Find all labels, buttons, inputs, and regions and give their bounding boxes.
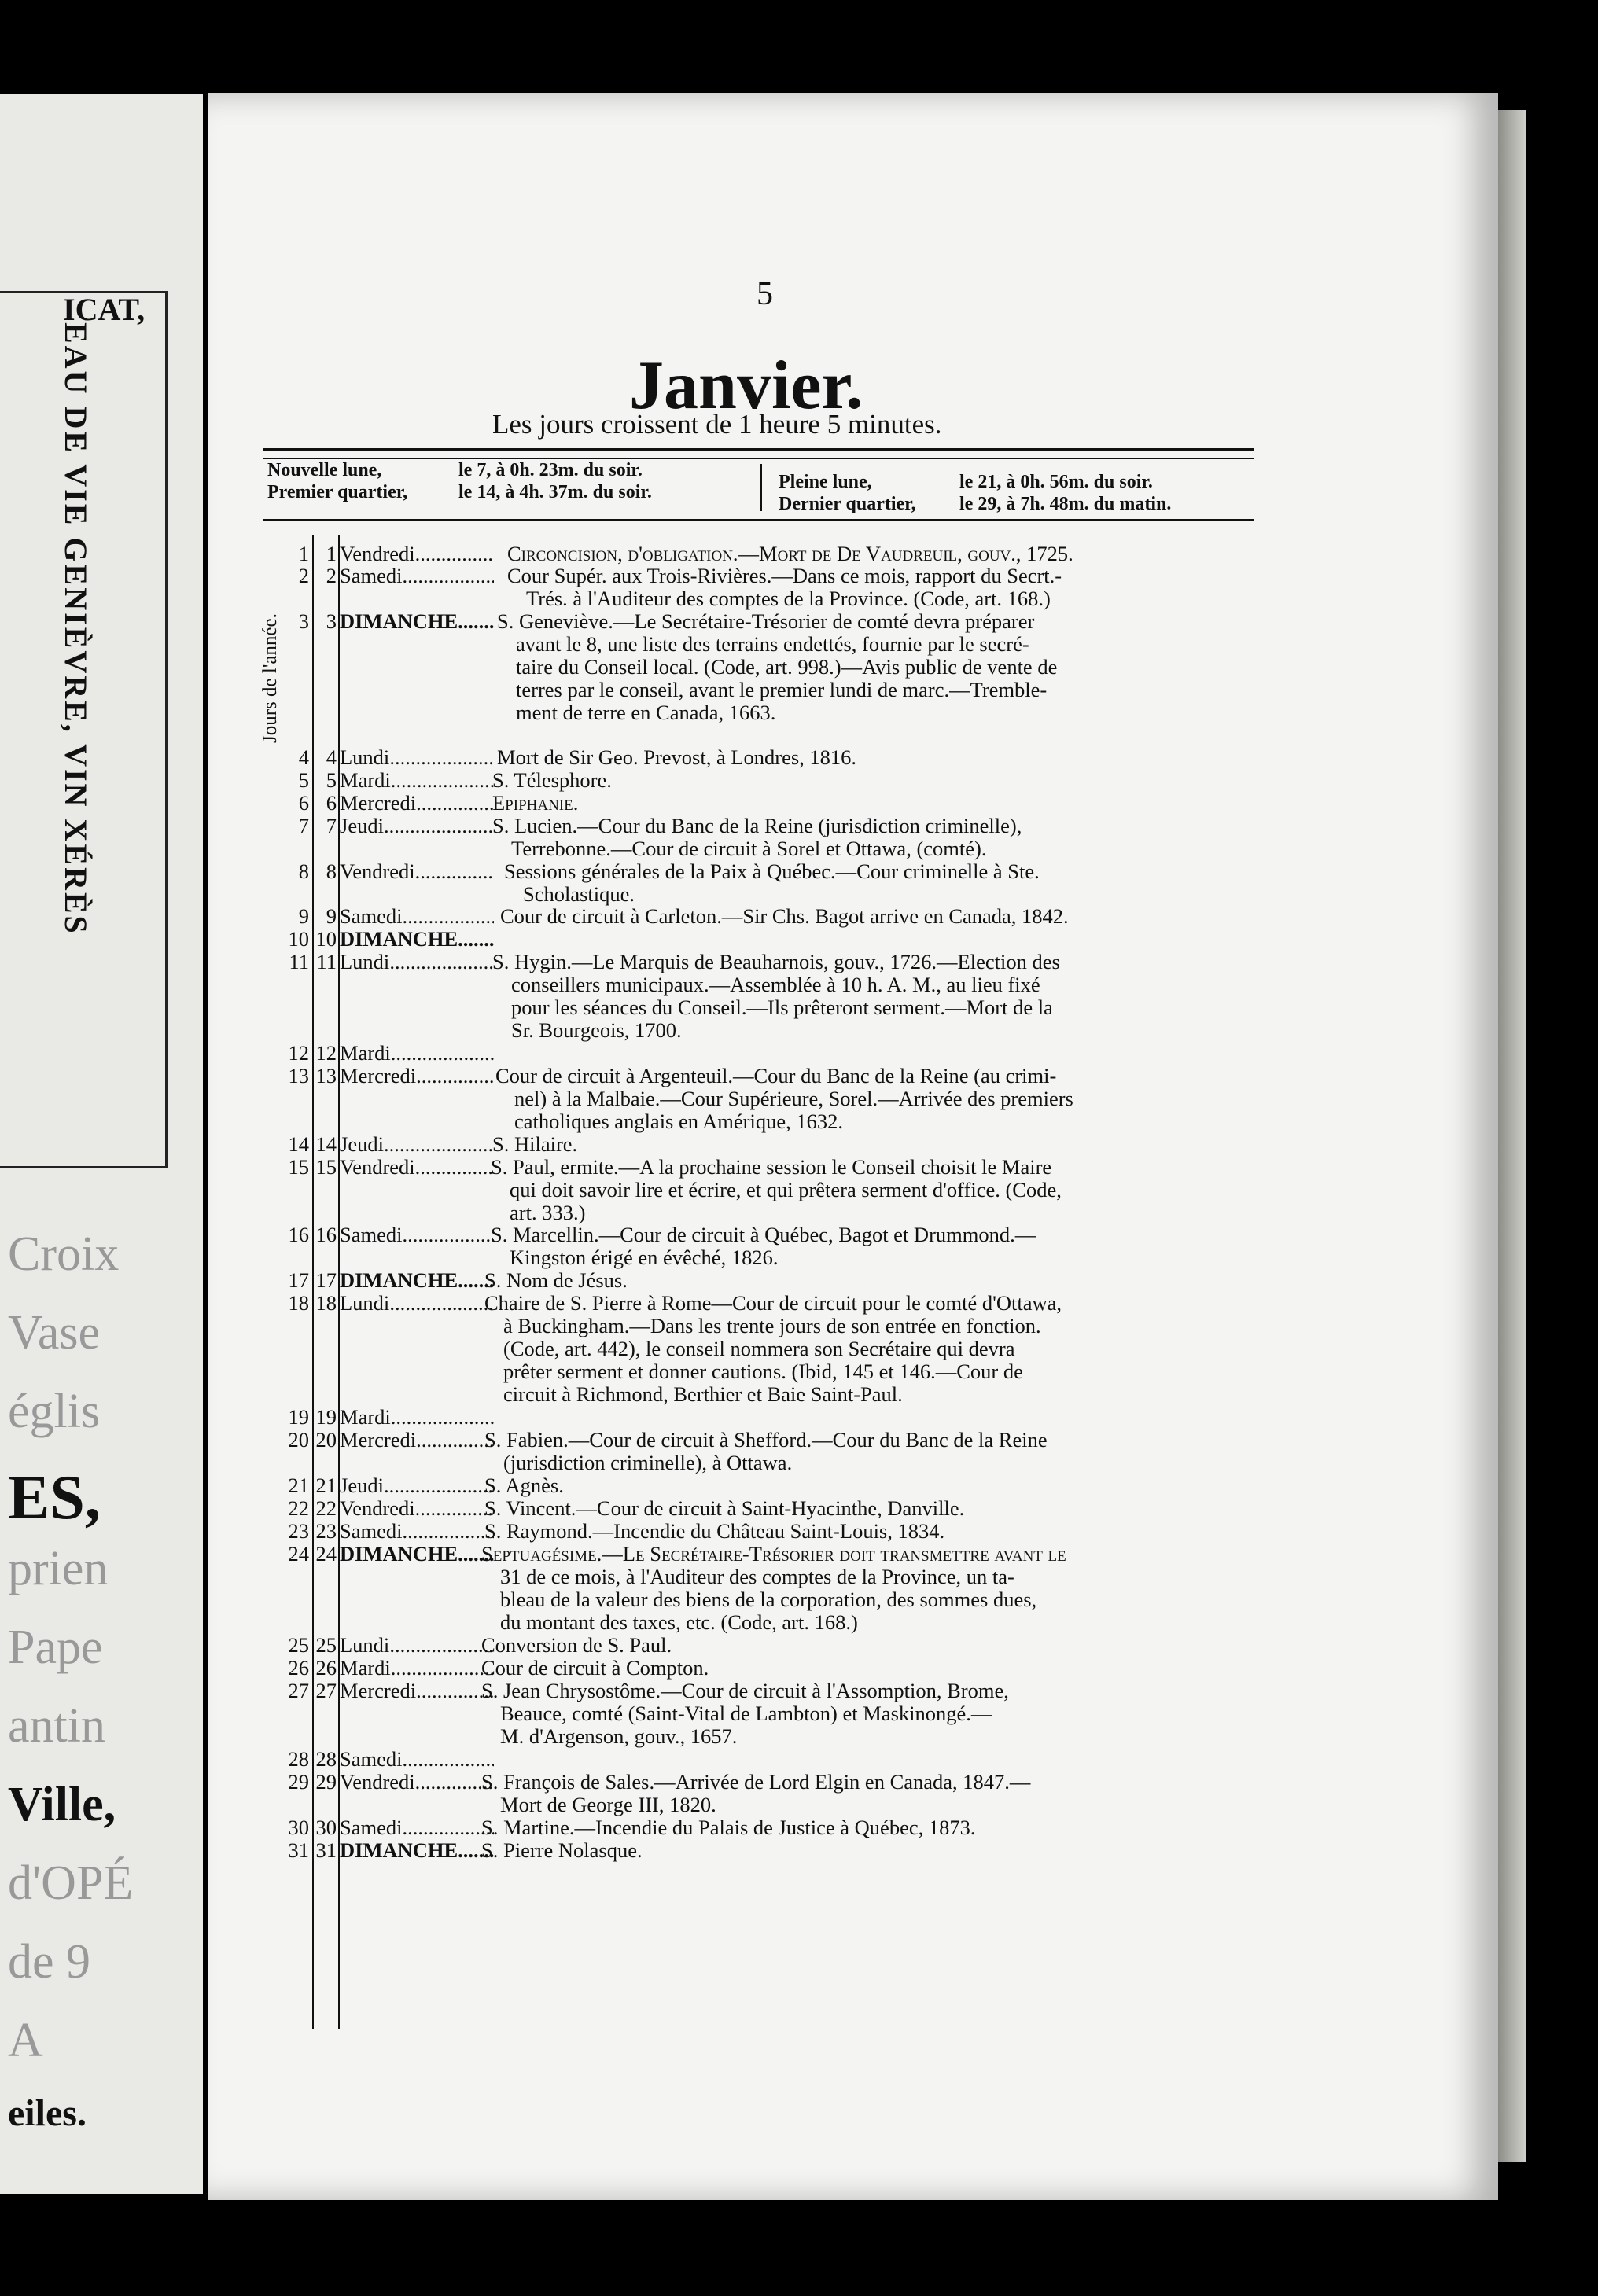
day-of-year: 4 xyxy=(298,745,309,769)
day-events xyxy=(481,1816,975,1839)
weekday: Samedi ..... xyxy=(340,1748,494,1771)
event-line: art. 333.) xyxy=(510,1201,586,1224)
event-line: S. Paul, ermite.—A la prochaine session le Conseil choisit le Maire xyxy=(491,1155,1052,1179)
day-of-year: 18 xyxy=(288,1291,309,1315)
event-line: 31 de ce mois, à l'Auditeur des comptes de la Province, un ta- xyxy=(500,1565,1014,1588)
day-of-year: 12 xyxy=(288,1041,309,1065)
weekday: Mercredi ..... xyxy=(340,1680,494,1702)
day-events xyxy=(500,905,1069,928)
event-line: Chaire de S. Pierre à Rome—Cour de circuit pour le comté d'Ottawa, xyxy=(484,1291,1062,1315)
weekday: Mercredi ..... xyxy=(340,1065,494,1087)
day-of-year: 23 xyxy=(288,1519,309,1543)
header-rule xyxy=(263,519,1254,521)
day-of-month: 23 xyxy=(315,1519,337,1543)
weekday: Samedi ..... xyxy=(340,1520,494,1543)
day-of-month: 30 xyxy=(315,1816,337,1839)
day-of-year: 10 xyxy=(288,927,309,951)
left-fragment: prien xyxy=(8,1542,109,1595)
day-of-month: 12 xyxy=(315,1041,337,1065)
weekday: Samedi ..... xyxy=(340,1816,494,1839)
day-of-year: 5 xyxy=(298,768,309,792)
event-line: S. Martine.—Incendie du Palais de Justice à Québec, 1873. xyxy=(481,1816,976,1839)
event-line: S. Pierre Nolasque. xyxy=(481,1838,643,1862)
weekday: Samedi ..... xyxy=(340,1223,494,1246)
weekday: Mardi ..... xyxy=(340,1042,494,1065)
day-events xyxy=(492,1133,577,1156)
phase-date: le 7, à 0h. 23m. du soir. xyxy=(458,460,643,480)
weekday: Lundi ..... xyxy=(340,1292,494,1315)
phase-date: le 29, à 7h. 48m. du matin. xyxy=(959,494,1172,514)
page-number: 5 xyxy=(757,276,773,312)
day-of-year: 29 xyxy=(288,1770,309,1794)
event-line: terres par le conseil, avant le premier lundi de marc.—Tremble- xyxy=(516,678,1048,701)
weekday: Lundi ..... xyxy=(340,951,494,973)
weekday: Lundi ..... xyxy=(340,746,494,769)
event-line: S. Lucien.—Cour du Banc de la Reine (jurisdiction criminelle), xyxy=(492,814,1022,837)
left-ad-fragment: ICAT, xyxy=(63,292,145,327)
day-events xyxy=(484,1269,628,1292)
left-fragment: eiles. xyxy=(8,2092,87,2134)
day-of-month: 19 xyxy=(315,1405,337,1429)
day-of-month: 16 xyxy=(315,1223,337,1246)
left-fragment: églis xyxy=(8,1385,101,1438)
day-of-year: 8 xyxy=(298,859,309,883)
weekday: Samedi ..... xyxy=(340,565,494,587)
day-of-month: 31 xyxy=(315,1838,337,1862)
day-events xyxy=(481,1543,1066,1634)
day-events xyxy=(491,1223,1036,1269)
event-line: S. Jean Chrysostôme.—Cour de circuit à l'Assomption, Brome, xyxy=(481,1679,1009,1702)
event-line: catholiques anglais en Amérique, 1632. xyxy=(514,1109,844,1133)
weekday: DIMANCHE. ..... xyxy=(340,1543,494,1566)
left-fragment: antin xyxy=(8,1699,105,1753)
day-events xyxy=(492,815,1022,860)
moon-divider xyxy=(760,464,762,511)
moon-phase-last-quarter xyxy=(779,494,1172,515)
moon-phase-new xyxy=(267,460,643,481)
day-of-month: 10 xyxy=(315,927,337,951)
day-events xyxy=(484,1520,944,1543)
day-of-year: 26 xyxy=(288,1656,309,1680)
left-fragment: A xyxy=(8,2014,43,2067)
day-of-month: 14 xyxy=(315,1132,337,1156)
day-of-year: 20 xyxy=(288,1428,309,1452)
day-events xyxy=(492,951,1060,1042)
event-line: ment de terre en Canada, 1663. xyxy=(516,701,776,724)
event-line: Kingston érigé en évêché, 1826. xyxy=(510,1246,779,1269)
day-of-month: 9 xyxy=(326,904,337,928)
event-line: S. Raymond.—Incendie du Château Saint-Louis, 1834. xyxy=(484,1519,945,1543)
day-of-month: 28 xyxy=(315,1747,337,1771)
event-line: S. François de Sales.—Arrivée de Lord Elgin en Canada, 1847.— xyxy=(481,1770,1031,1794)
weekday: Vendredi ..... xyxy=(340,1156,494,1179)
day-of-month: 21 xyxy=(315,1474,337,1497)
left-fragment: de 9 xyxy=(8,1935,91,1989)
event-line: Sessions générales de la Paix à Québec.—Cour criminelle à Ste. xyxy=(504,859,1040,883)
day-events xyxy=(484,1497,964,1520)
event-line: (Code, art. 442), le conseil nommera son Secrétaire qui devra xyxy=(503,1337,1015,1360)
day-of-year: 2 xyxy=(298,564,309,587)
phase-name: Pleine lune, xyxy=(779,472,872,492)
day-events xyxy=(481,1771,1030,1816)
day-of-month: 27 xyxy=(315,1679,337,1702)
event-line: Cour de circuit à Argenteuil.—Cour du Banc de la Reine (au crimi- xyxy=(495,1064,1057,1087)
day-of-month: 22 xyxy=(315,1496,337,1520)
phase-name: Nouvelle lune, xyxy=(267,460,382,480)
day-of-year: 19 xyxy=(288,1405,309,1429)
weekday: Mercredi ..... xyxy=(340,792,494,815)
day-of-month: 24 xyxy=(315,1542,337,1566)
moon-phase-first-quarter xyxy=(267,482,652,503)
event-line: Septuagésime.—Le Secrétaire-Trésorier doit transmettre avant le xyxy=(481,1542,1066,1566)
phase-date: le 14, à 4h. 37m. du soir. xyxy=(458,482,652,502)
weekday: Mardi ..... xyxy=(340,1406,494,1429)
day-of-month: 7 xyxy=(326,814,337,837)
weekday: Jeudi ..... xyxy=(340,1474,494,1497)
event-line: Epiphanie. xyxy=(492,791,579,815)
day-of-month: 1 xyxy=(326,542,337,565)
event-line: avant le 8, une liste des terrains endettés, fournie par le secré- xyxy=(516,632,1029,656)
day-of-year: 9 xyxy=(298,904,309,928)
day-of-year: 22 xyxy=(288,1496,309,1520)
day-of-month: 29 xyxy=(315,1770,337,1794)
event-line: taire du Conseil local. (Code, art. 998.)—Avis public de vente de xyxy=(516,655,1058,679)
event-line: pour les séances du Conseil.—Ils prêteront serment.—Mort de la xyxy=(511,995,1053,1019)
day-of-year: 14 xyxy=(288,1132,309,1156)
event-line: Scholastique. xyxy=(523,882,635,906)
event-line: Cour de circuit à Compton. xyxy=(481,1656,709,1680)
event-line: Circoncision, d'obligation.—Mort de De Vaudreuil, gouv., 1725. xyxy=(507,542,1073,565)
weekday: Lundi ..... xyxy=(340,1634,494,1657)
event-line: Mort de George III, 1820. xyxy=(500,1793,716,1816)
day-events xyxy=(492,792,578,815)
day-events xyxy=(481,1634,672,1657)
event-line: S. Nom de Jésus. xyxy=(484,1268,628,1292)
phase-name: Dernier quartier, xyxy=(779,494,916,514)
weekday: Vendredi ..... xyxy=(340,543,494,565)
day-of-month: 8 xyxy=(326,859,337,883)
event-line: S. Marcellin.—Cour de circuit à Québec, Bagot et Drummond.— xyxy=(491,1223,1036,1246)
weekday: Vendredi ..... xyxy=(340,1497,494,1520)
day-of-year: 24 xyxy=(288,1542,309,1566)
day-events xyxy=(484,1292,1062,1406)
phase-date: le 21, à 0h. 56m. du soir. xyxy=(959,472,1153,492)
day-of-year: 15 xyxy=(288,1155,309,1179)
day-of-month: 17 xyxy=(315,1268,337,1292)
event-line: Terrebonne.—Cour de circuit à Sorel et Ottawa, (comté). xyxy=(511,837,987,860)
left-fragment: Pape xyxy=(8,1621,103,1674)
weekday: Jeudi ..... xyxy=(340,815,494,837)
day-of-month: 4 xyxy=(326,745,337,769)
event-line: prêter serment et donner cautions. (Ibid, 145 et 146.—Cour de xyxy=(503,1360,1023,1383)
weekday: Vendredi ..... xyxy=(340,860,494,883)
day-of-month: 2 xyxy=(326,564,337,587)
day-of-year: 7 xyxy=(298,814,309,837)
event-line: S. Agnès. xyxy=(484,1474,564,1497)
day-of-month: 18 xyxy=(315,1291,337,1315)
event-line: S. Fabien.—Cour de circuit à Shefford.—Cour du Banc de la Reine xyxy=(484,1428,1048,1452)
event-line: S. Télesphore. xyxy=(492,768,612,792)
weekday: DIMANCHE. ..... xyxy=(340,928,494,951)
event-line: qui doit savoir lire et écrire, et qui prêtera serment d'office. (Code, xyxy=(510,1178,1062,1201)
day-of-month: 15 xyxy=(315,1155,337,1179)
event-line: S. Hilaire. xyxy=(492,1132,578,1156)
day-events xyxy=(504,860,1040,906)
day-of-month: 25 xyxy=(315,1633,337,1657)
day-of-year: 3 xyxy=(298,609,309,633)
event-line: S. Geneviève.—Le Secrétaire-Trésorier de comté devra préparer xyxy=(497,609,1035,633)
event-line: nel) à la Malbaie.—Cour Supérieure, Sorel.—Arrivée des premiers xyxy=(514,1087,1073,1110)
day-of-year: 27 xyxy=(288,1679,309,1702)
weekday: DIMANCHE. ..... xyxy=(340,1269,494,1292)
left-fragment: Ville, xyxy=(8,1778,116,1831)
day-of-month: 5 xyxy=(326,768,337,792)
event-line: circuit à Richmond, Berthier et Baie Saint-Paul. xyxy=(503,1382,903,1406)
day-events xyxy=(497,746,856,769)
day-of-month: 6 xyxy=(326,791,337,815)
day-events xyxy=(481,1657,709,1680)
day-of-month: 26 xyxy=(315,1656,337,1680)
event-line: Trés. à l'Auditeur des comptes de la Province. (Code, art. 168.) xyxy=(526,587,1051,610)
weekday: DIMANCHE. ..... xyxy=(340,1839,494,1862)
left-fragment: Vase xyxy=(8,1306,101,1360)
day-events xyxy=(481,1680,1009,1748)
event-line: Sr. Bourgeois, 1700. xyxy=(511,1018,682,1042)
event-line: Cour de circuit à Carleton.—Sir Chs. Bagot arrive en Canada, 1842. xyxy=(500,904,1069,928)
day-events xyxy=(495,1065,1073,1133)
day-events xyxy=(484,1474,564,1497)
left-fragment: ES, xyxy=(8,1463,101,1533)
day-of-month: 3 xyxy=(326,609,337,633)
header-rule xyxy=(263,448,1254,451)
left-spine-text: EAU DE VIE GENIÈVRE, VIN XÉRÈS xyxy=(58,322,94,936)
day-of-year: 25 xyxy=(288,1633,309,1657)
day-of-year: 16 xyxy=(288,1223,309,1246)
day-of-year: 6 xyxy=(298,791,309,815)
weekday: Mercredi ..... xyxy=(340,1429,494,1452)
event-line: (jurisdiction criminelle), à Ottawa. xyxy=(503,1451,793,1474)
weekday: Vendredi ..... xyxy=(340,1771,494,1794)
left-faded-text xyxy=(8,1227,197,2170)
weekday: Mardi ..... xyxy=(340,769,494,792)
weekday: Mardi ..... xyxy=(340,1657,494,1680)
event-line: Mort de Sir Geo. Prevost, à Londres, 1816. xyxy=(497,745,857,769)
day-of-month: 11 xyxy=(316,950,337,973)
event-line: S. Hygin.—Le Marquis de Beauharnois, gouv., 1726.—Election des xyxy=(492,950,1060,973)
event-line: bleau de la valeur des biens de la corporation, des sommes dues, xyxy=(500,1588,1037,1611)
day-of-year: 1 xyxy=(298,542,309,565)
month-subtitle: Les jours croissent de 1 heure 5 minutes. xyxy=(492,409,942,440)
day-of-year: 28 xyxy=(288,1747,309,1771)
day-of-month: 20 xyxy=(315,1428,337,1452)
day-events xyxy=(507,543,1073,565)
event-line: conseillers municipaux.—Assemblée à 10 h. A. M., au lieu fixé xyxy=(511,973,1040,996)
header-rule xyxy=(263,458,1254,459)
phase-name: Premier quartier, xyxy=(267,482,408,502)
event-line: M. d'Argenson, gouv., 1657. xyxy=(500,1724,738,1748)
event-line: du montant des taxes, etc. (Code, art. 168.) xyxy=(500,1610,858,1634)
event-line: S. Vincent.—Cour de circuit à Saint-Hyacinthe, Danville. xyxy=(484,1496,965,1520)
left-page-fragment xyxy=(0,94,203,2194)
day-of-year: 13 xyxy=(288,1064,309,1087)
day-events xyxy=(484,1429,1048,1474)
day-of-year: 11 xyxy=(289,950,309,973)
day-events xyxy=(481,1839,643,1862)
day-events xyxy=(492,769,612,792)
event-line: Conversion de S. Paul. xyxy=(481,1633,672,1657)
weekday: Samedi ..... xyxy=(340,905,494,928)
left-fragment: d'OPÉ xyxy=(8,1856,134,1910)
day-events xyxy=(491,1156,1062,1224)
day-of-year: 17 xyxy=(288,1268,309,1292)
left-fragment: Croix xyxy=(8,1227,120,1281)
day-events xyxy=(507,565,1062,610)
day-events xyxy=(497,610,1057,724)
event-line: Cour Supér. aux Trois-Rivières.—Dans ce mois, rapport du Secrt.- xyxy=(507,564,1062,587)
event-line: à Buckingham.—Dans les trente jours de son entrée en fonction. xyxy=(503,1314,1041,1337)
day-of-year: 31 xyxy=(288,1838,309,1862)
day-of-month: 13 xyxy=(315,1064,337,1087)
event-line: Beauce, comté (Saint-Vital de Lambton) et Maskinongé.— xyxy=(500,1702,992,1725)
weekday: DIMANCHE. ..... xyxy=(340,610,494,633)
moon-phase-full xyxy=(779,472,1153,493)
month-title: Janvier. xyxy=(629,348,863,424)
column-label: Jours de l'année. xyxy=(260,613,281,743)
day-of-year: 21 xyxy=(288,1474,309,1497)
weekday: Jeudi ..... xyxy=(340,1133,494,1156)
day-of-year: 30 xyxy=(288,1816,309,1839)
